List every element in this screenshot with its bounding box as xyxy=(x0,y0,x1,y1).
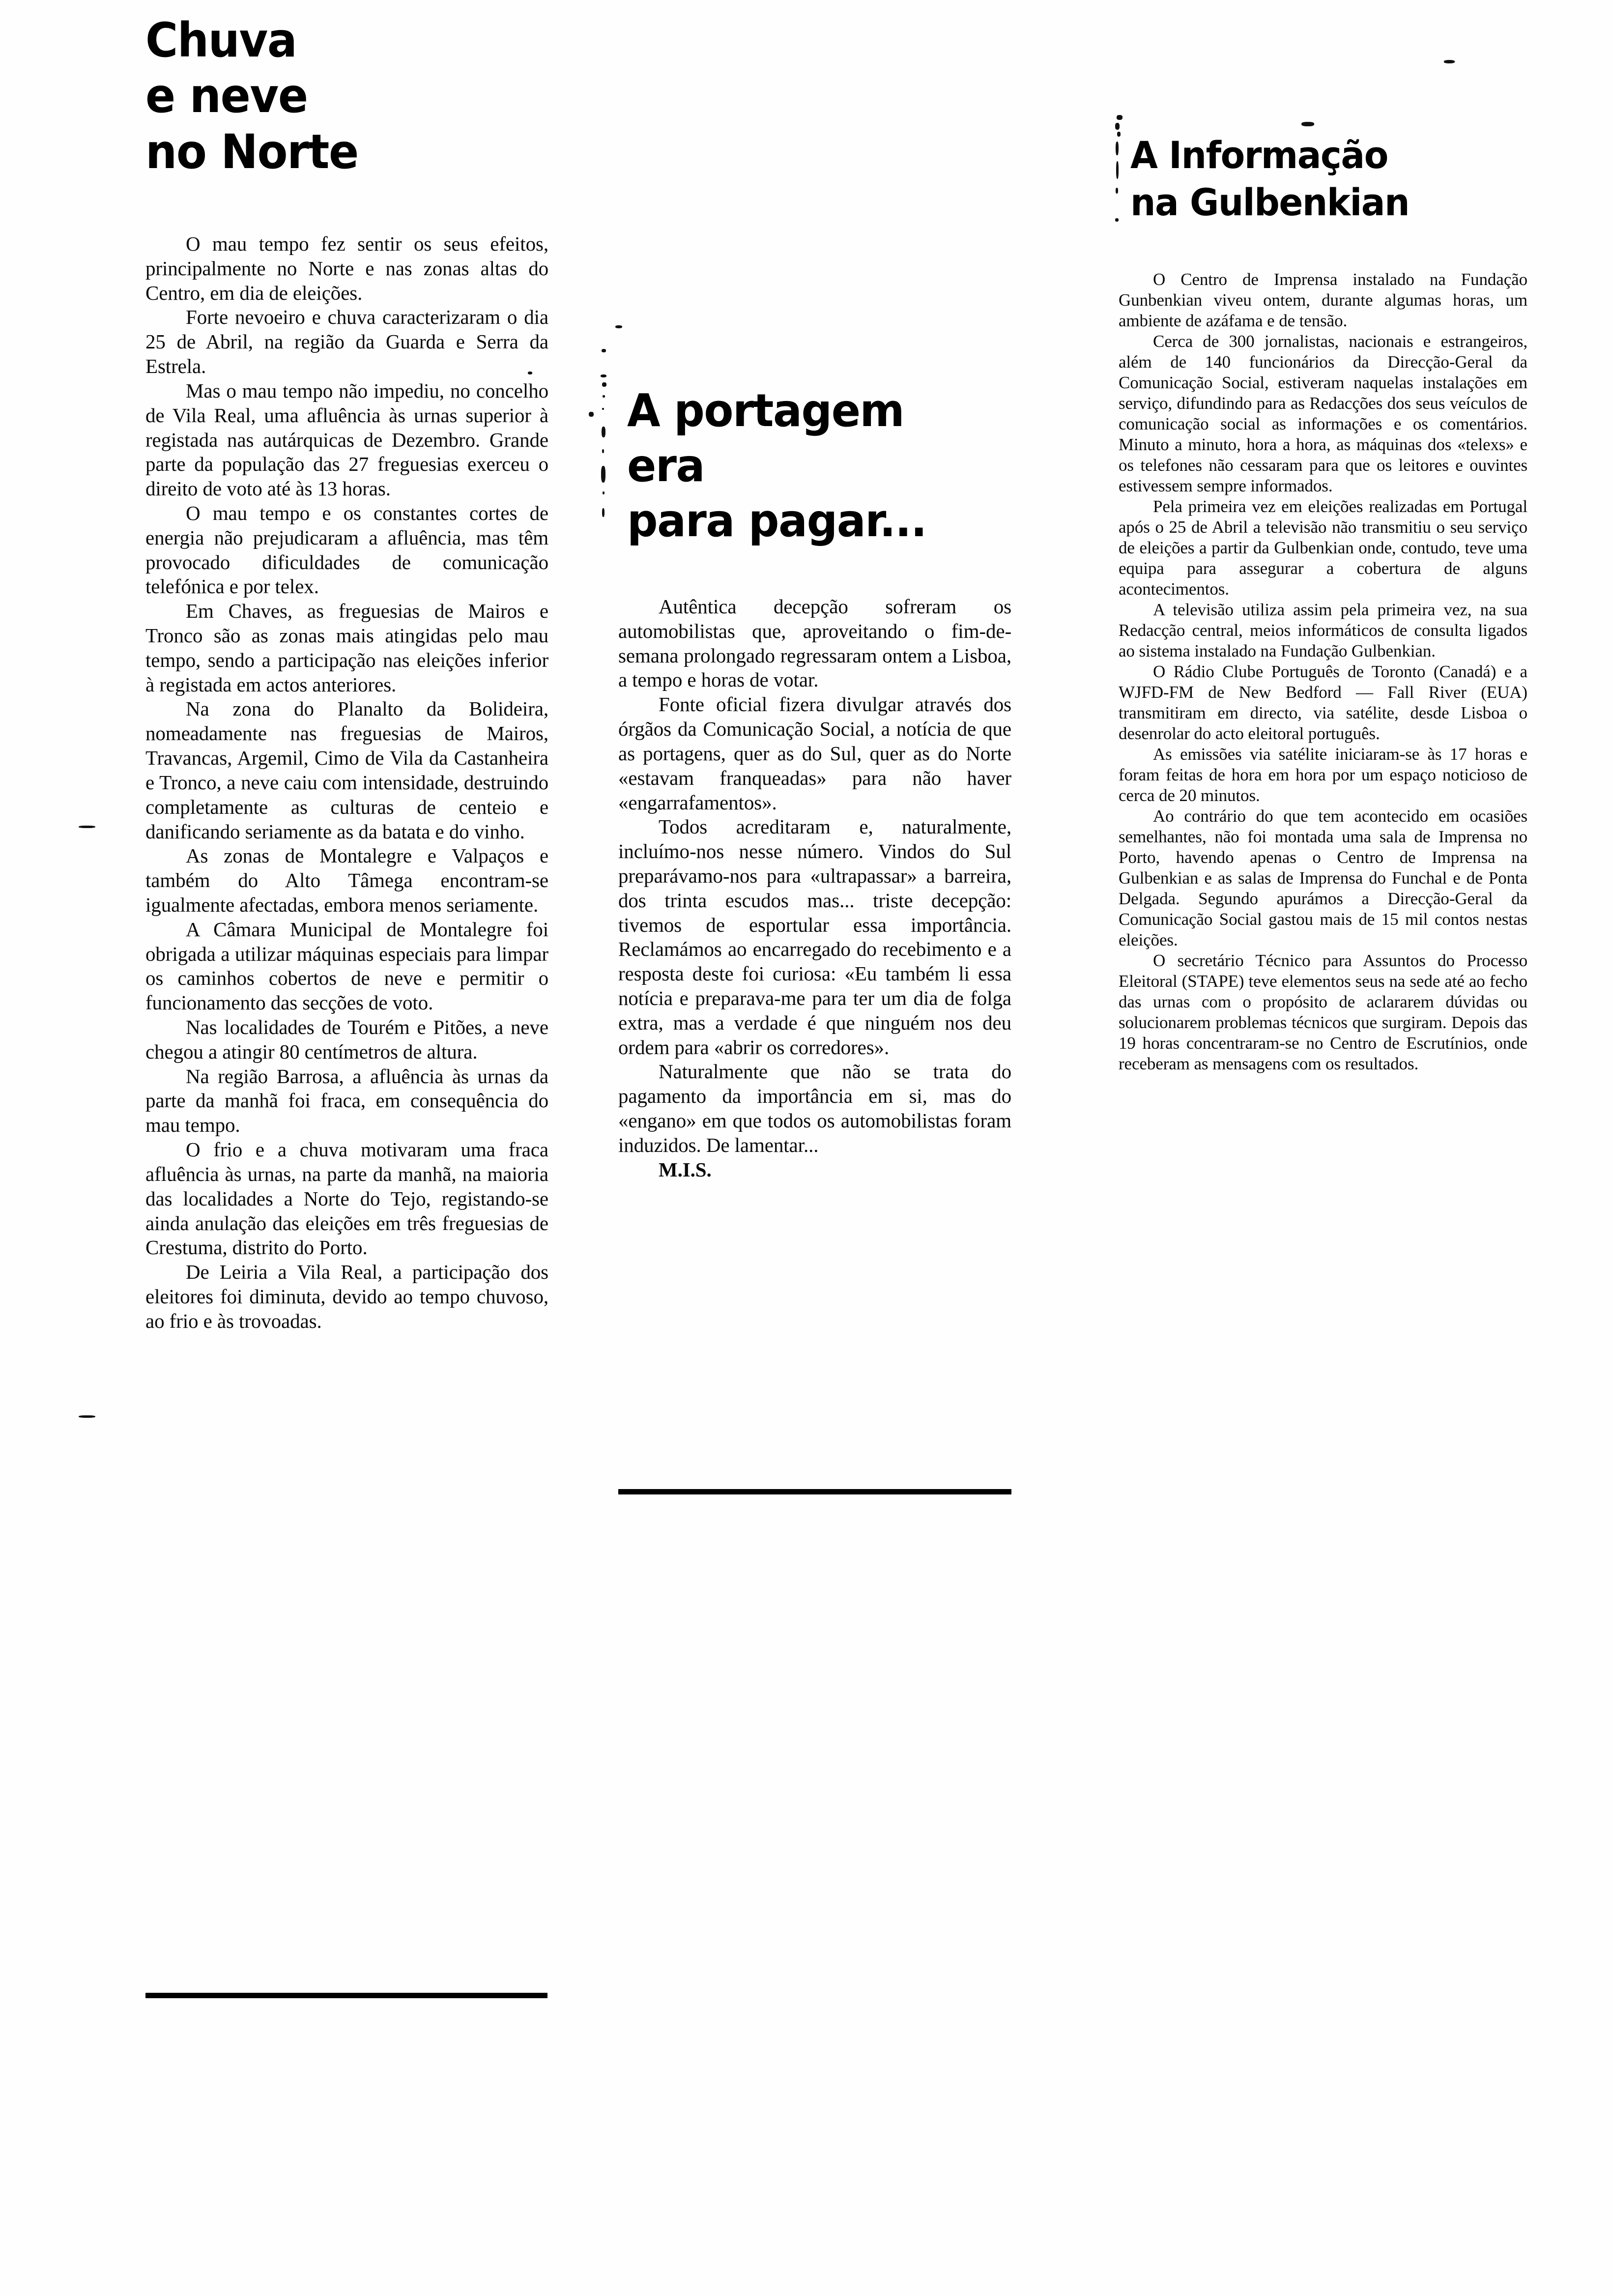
scan-artifact-speck xyxy=(1301,122,1314,126)
scan-artifact-speck xyxy=(615,325,622,328)
paragraph: Fonte oficial fizera divulgar através dos órgãos da Comunicação Social, a notícia de que as portagens, quer as do Sul, quer as do Norte «estavam franqueadas» para não haver «engarrafamentos». xyxy=(618,693,1011,814)
article-body-portagem xyxy=(618,595,1011,1182)
scan-artifact-speck xyxy=(1444,60,1455,63)
article-body-chuva xyxy=(145,232,548,1334)
article-byline: M.I.S. xyxy=(659,1158,712,1181)
paragraph: Na região Barrosa, a afluência às urnas da parte da manhã foi fraca, em consequência do mau tempo. xyxy=(145,1064,548,1137)
paragraph: Mas o mau tempo não impediu, no concelho de Vila Real, uma afluência às urnas superior à registada nas autárquicas de Dezembro. Grande parte da população das 27 freguesias exerceu o direito de voto até às 13 horas. xyxy=(145,379,548,500)
headline-line-2: na Gulbenkian xyxy=(1130,180,1410,224)
paragraph: O secretário Técnico para Assuntos do Processo Eleitoral (STAPE) teve elementos seus na sede até ao fecho das urnas com o propósito de aclararem dúvidas ou solucionarem problemas técnicos que surgiram. Depois das 19 horas concentraram-se no Centro de Escrutínios, onde receberam as mensagens com os resultados. xyxy=(1119,951,1527,1073)
paragraph: A Câmara Municipal de Montalegre foi obrigada a utilizar máquinas especiais para limpar os caminhos cobertos de neve e permitir o funcionamento das secções de voto. xyxy=(145,918,548,1014)
headline-text xyxy=(1130,132,1509,226)
scan-artifact-speck xyxy=(79,1415,95,1418)
headline-text xyxy=(627,383,1001,549)
article-headline-portagem xyxy=(627,383,1020,549)
headline-text xyxy=(145,13,529,180)
paragraph: A televisão utiliza assim pela primeira vez, na sua Redacção central, meios informáticos de consulta ligados ao sistema instalado na Fundação Gulbenkian. xyxy=(1119,600,1527,660)
paragraph: Ao contrário do que tem acontecido em ocasiões semelhantes, não foi montada uma sala de Imprensa no Porto, havendo apenas o Centro de Imprensa na Gulbenkian e as salas de Imprensa do Funchal e de Ponta Delgada. Segundo apurámos a Direcção-Geral da Comunicação Social gastou mais de 15 mil contos nestas eleições. xyxy=(1119,806,1527,949)
paragraph: De Leiria a Vila Real, a participação dos eleitores foi diminuta, devido ao tempo chuvoso, ao frio e às trovoadas. xyxy=(145,1261,548,1332)
paragraph: Pela primeira vez em eleições realizadas em Portugal após o 25 de Abril a televisão não transmitiu o seu serviço de eleições a partir da Gulbenkian onde, contudo, teve uma equipa para assegurar a cobertura de alguns acontecimentos. xyxy=(1119,497,1527,599)
paragraph: Naturalmente que não se trata do pagamento da importância em si, mas do «engano» em que todos os automobilistas foram induzidos. De lamentar... xyxy=(618,1060,1011,1156)
paragraph: Na zona do Planalto da Bolideira, nomeadamente nas freguesias de Mairos, Travancas, Argemil, Cimo de Vila da Castanheira e Tronco, a neve caiu com intensidade, destruindo completamente as culturas de centeio e danificando seriamente as da batata e do vinho. xyxy=(145,697,548,843)
paragraph: Nas localidades de Tourém e Pitões, a neve chegou a atingir 80 centímetros de altura. xyxy=(145,1016,548,1063)
scan-artifact-speck xyxy=(79,826,95,828)
headline-line-1: A Informação xyxy=(1130,133,1388,177)
paragraph: O Rádio Clube Português de Toronto (Canadá) e a WJFD-FM de New Bedford — Fall River (EUA) transmitiram em directo, via satélite, desde Lisboa o desenrolar do acto eleitoral português. xyxy=(1119,662,1527,743)
scan-artifact-streak-middle xyxy=(601,344,605,541)
paragraph: Forte nevoeiro e chuva caracterizaram o dia 25 de Abril, na região da Guarda e Serra da Estrela. xyxy=(145,306,548,378)
article-end-rule xyxy=(618,1489,1011,1494)
paragraph: O mau tempo fez sentir os seus efeitos, principalmente no Norte e nas zonas altas do Centro, em dia de eleições. xyxy=(145,232,548,304)
article-headline-chuva xyxy=(145,13,553,180)
headline-line-3: no Norte xyxy=(145,124,358,179)
paragraph: Autêntica decepção sofreram os automobilistas que, aproveitando o fim-de-semana prolongado regressaram ontem a Lisboa, a tempo e horas de votar. xyxy=(618,595,1011,691)
headline-line-1: Chuva xyxy=(145,13,297,68)
article-end-rule xyxy=(145,1993,547,1998)
scan-artifact-streak-right xyxy=(1115,114,1122,247)
article-headline-gulbenkian xyxy=(1130,132,1528,226)
paragraph: Todos acreditaram e, naturalmente, incluímo-nos nesse número. Vindos do Sul preparávamo-nos para «ultrapassar» a barreira, dos trinta escudos mas... triste decepção: tivemos de esportular essa importância. Reclamámos ao encarregado do recebimento e a resposta deste foi curiosa: «Eu também li essa notícia e preparava-me para ter um dia de folga extra, mas a verdade é que ninguém nos deu ordem para «abrir os corredores». xyxy=(618,815,1011,1059)
article-body-gulbenkian xyxy=(1119,269,1527,1074)
headline-line-3: para pagar... xyxy=(627,494,926,547)
paragraph: Cerca de 300 jornalistas, nacionais e estrangeiros, além de 140 funcionários da Direcção-Geral da Comunicação Social, estiveram naquelas instalações em serviço, difundindo para as Redacções dos seus veículos de comunicação social as informações e os comentários. Minuto a minuto, hora a hora, as máquinas dos «telexs» e os telefones não cessaram para que os leitores e ouvintes estivessem sempre informados. xyxy=(1119,332,1527,495)
headline-line-2: e neve xyxy=(145,68,308,124)
headline-line-1: A portagem xyxy=(627,384,904,437)
scan-artifact-speck xyxy=(589,412,594,417)
paragraph: As zonas de Montalegre e Valpaços e também do Alto Tâmega encontram-se igualmente afectadas, embora menos seriamente. xyxy=(145,844,548,916)
paragraph: Em Chaves, as freguesias de Mairos e Tronco são as zonas mais atingidas pelo mau tempo, sendo a participação nas eleições inferior à registada em actos anteriores. xyxy=(145,600,548,696)
paragraph: O Centro de Imprensa instalado na Fundação Gunbenkian viveu ontem, durante algumas horas, um ambiente de azáfama e de tensão. xyxy=(1119,270,1527,330)
paragraph: O frio e a chuva motivaram uma fraca afluência às urnas, na parte da manhã, na maioria das localidades a Norte do Tejo, registando-se ainda anulação das eleições em três freguesias de Crestuma, distrito do Porto. xyxy=(145,1138,548,1259)
paragraph: O mau tempo e os constantes cortes de energia não prejudicaram a afluência, mas têm provocado dificuldades de comunicação telefónica e por telex. xyxy=(145,501,548,598)
headline-line-2: era xyxy=(627,439,705,492)
paragraph: As emissões via satélite iniciaram-se às 17 horas e foram feitas de hora em hora por um espaço noticioso de cerca de 20 minutos. xyxy=(1119,745,1527,805)
